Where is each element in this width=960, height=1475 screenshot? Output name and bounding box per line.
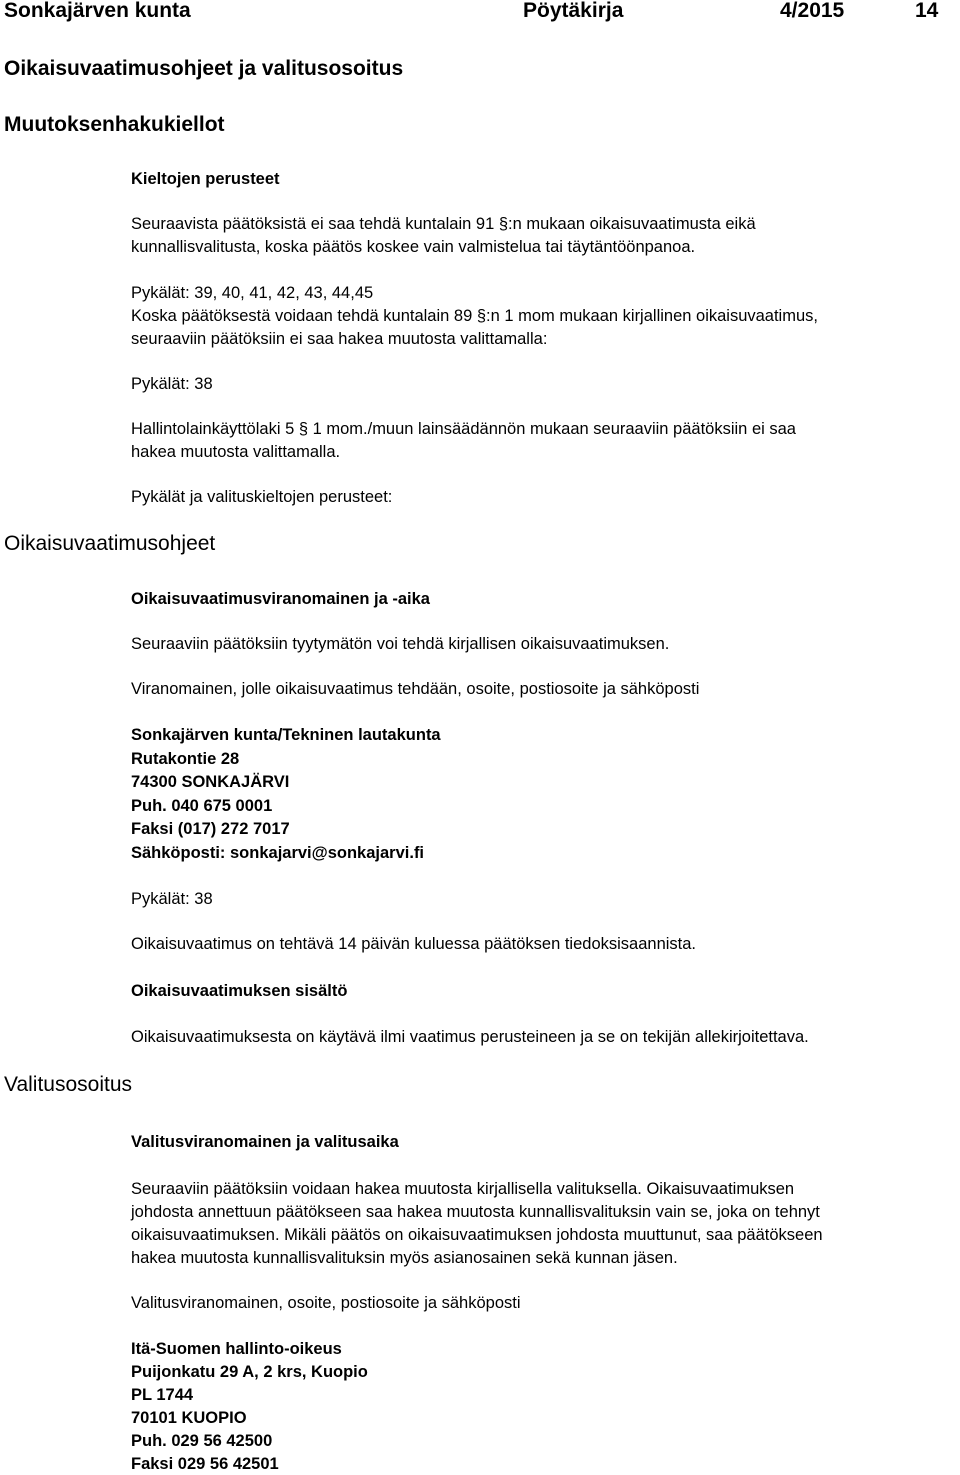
appeal-para2: Valitusviranomainen, osoite, postiosoite ja sähköposti bbox=[131, 1294, 521, 1312]
section-heading-prohibitions: Muutoksenhakukiellot bbox=[4, 113, 225, 136]
subheading-appeal-authority: Valitusviranomainen ja valitusaika bbox=[131, 1133, 399, 1151]
correction-sections: Pykälät: 38 bbox=[131, 890, 213, 908]
correction-address-phone: Puh. 040 675 0001 bbox=[131, 797, 273, 815]
prohibitions-sections2: Pykälät: 38 bbox=[131, 375, 213, 393]
prohibitions-para3-line1: Hallintolainkäyttölaki 5 § 1 mom./muun lainsäädännön mukaan seuraaviin päätöksiin ei saa bbox=[131, 420, 796, 438]
section-heading-appeal: Valitusosoitus bbox=[4, 1073, 133, 1096]
appeal-address-line: PL 1744 bbox=[131, 1386, 194, 1404]
correction-content-text: Oikaisuvaatimuksesta on käytävä ilmi vaatimus perusteineen ja se on tekijän allekirjoitettava. bbox=[131, 1028, 809, 1046]
correction-address-fax: Faksi (017) 272 7017 bbox=[131, 820, 290, 838]
prohibitions-para2-line2: seuraaviin päätöksiin ei saa hakea muutosta valittamalla: bbox=[131, 330, 548, 348]
page-title: Oikaisuvaatimusohjeet ja valitusosoitus bbox=[4, 57, 404, 80]
appeal-address-line: Puijonkatu 29 A, 2 krs, Kuopio bbox=[131, 1363, 368, 1381]
appeal-para1-line1: Seuraaviin päätöksiin voidaan hakea muutosta kirjallisella valituksella. Oikaisuvaatimuksen bbox=[131, 1180, 795, 1198]
correction-address-line: Rutakontie 28 bbox=[131, 750, 240, 768]
correction-address-email: Sähköposti: sonkajarvi@sonkajarvi.fi bbox=[131, 844, 425, 862]
header-org: Sonkajärven kunta bbox=[4, 0, 191, 22]
section-heading-correction: Oikaisuvaatimusohjeet bbox=[4, 532, 216, 555]
subheading-correction-content: Oikaisuvaatimuksen sisältö bbox=[131, 982, 348, 1000]
correction-para2: Viranomainen, jolle oikaisuvaatimus tehdään, osoite, postiosoite ja sähköposti bbox=[131, 680, 700, 698]
appeal-address-phone: Puh. 029 56 42500 bbox=[131, 1432, 273, 1450]
header-page-number: 14 bbox=[915, 0, 939, 22]
prohibitions-sections1: Pykälät: 39, 40, 41, 42, 43, 44,45 bbox=[131, 284, 374, 302]
appeal-para1-line3: oikaisuvaatimuksen. Mikäli päätös on oikaisuvaatimuksen johdosta muuttunut, saa päätökseen bbox=[131, 1226, 823, 1244]
prohibitions-sections3: Pykälät ja valituskieltojen perusteet: bbox=[131, 488, 393, 506]
correction-address-line: 74300 SONKAJÄRVI bbox=[131, 773, 290, 791]
appeal-address-fax: Faksi 029 56 42501 bbox=[131, 1455, 279, 1473]
prohibitions-para2-line1: Koska päätöksestä voidaan tehdä kuntalain 89 §:n 1 mom mukaan kirjallinen oikaisuvaatimus, bbox=[131, 307, 818, 325]
appeal-address-line: Itä-Suomen hallinto-oikeus bbox=[131, 1340, 342, 1358]
prohibitions-para1-line2: kunnallisvalitusta, koska päätös koskee vain valmistelua tai täytäntöönpanoa. bbox=[131, 238, 696, 256]
prohibitions-para3-line2: hakea muutosta valittamalla. bbox=[131, 443, 341, 461]
appeal-para1-line4: hakea muutosta kunnallisvalituksin myös asianosainen sekä kunnan jäsen. bbox=[131, 1249, 678, 1267]
subheading-prohibition-grounds: Kieltojen perusteet bbox=[131, 170, 280, 188]
prohibitions-para1-line1: Seuraavista päätöksistä ei saa tehdä kuntalain 91 §:n mukaan oikaisuvaatimusta eikä bbox=[131, 215, 756, 233]
correction-deadline: Oikaisuvaatimus on tehtävä 14 päivän kuluessa päätöksen tiedoksisaannista. bbox=[131, 935, 697, 953]
header-doc-type: Pöytäkirja bbox=[523, 0, 624, 22]
correction-para1: Seuraaviin päätöksiin tyytymätön voi tehdä kirjallisen oikaisuvaatimuksen. bbox=[131, 635, 670, 653]
appeal-address-line: 70101 KUOPIO bbox=[131, 1409, 247, 1427]
header-number: 4/2015 bbox=[780, 0, 845, 22]
correction-address-line: Sonkajärven kunta/Tekninen lautakunta bbox=[131, 726, 441, 744]
subheading-correction-authority: Oikaisuvaatimusviranomainen ja -aika bbox=[131, 590, 430, 608]
appeal-para1-line2: johdosta annettuun päätökseen saa hakea muutosta kunnallisvalituksin vain se, joka on tehnyt bbox=[131, 1203, 820, 1221]
